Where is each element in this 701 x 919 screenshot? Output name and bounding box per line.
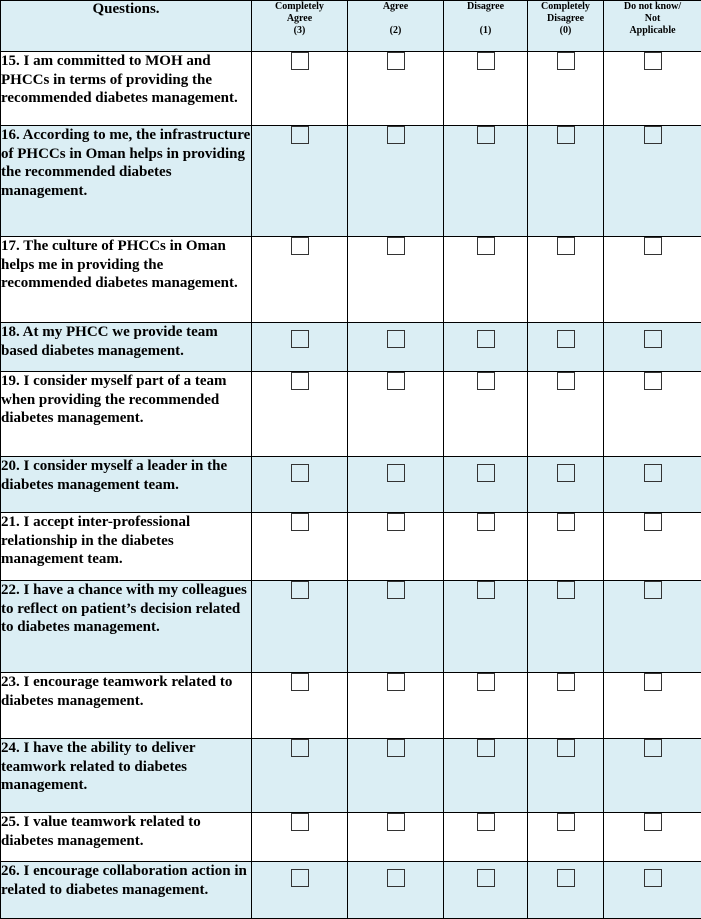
option-cell	[528, 739, 604, 813]
header-label: Disagree	[466, 1, 505, 12]
checkbox-disagree[interactable]	[477, 869, 495, 887]
option-cell	[528, 237, 604, 323]
header-disagree	[444, 1, 528, 52]
option-cell	[348, 739, 444, 813]
option-cell	[444, 513, 528, 581]
option-cell	[444, 673, 528, 739]
option-cell	[348, 323, 444, 372]
option-cell	[252, 52, 348, 126]
checkbox-completely-disagree[interactable]	[557, 372, 575, 390]
option-cell	[528, 126, 604, 237]
option-cell	[348, 813, 444, 862]
header-score: (1)	[479, 25, 492, 36]
option-cell	[444, 862, 528, 919]
option-cell	[604, 513, 701, 581]
option-cell	[252, 673, 348, 739]
checkbox-completely-agree[interactable]	[291, 126, 309, 144]
checkbox-do-not-know[interactable]	[644, 869, 662, 887]
option-cell	[348, 237, 444, 323]
option-cell	[348, 673, 444, 739]
option-cell	[252, 739, 348, 813]
checkbox-completely-agree[interactable]	[291, 464, 309, 482]
question-row	[1, 513, 701, 581]
header-label: Agree	[382, 1, 409, 12]
checkbox-do-not-know[interactable]	[644, 813, 662, 831]
checkbox-disagree[interactable]	[477, 464, 495, 482]
option-cell	[604, 126, 701, 237]
checkbox-agree[interactable]	[387, 330, 405, 348]
option-cell	[604, 52, 701, 126]
option-cell	[604, 237, 701, 323]
question-row	[1, 126, 701, 237]
checkbox-completely-disagree[interactable]	[557, 126, 575, 144]
option-cell	[444, 372, 528, 457]
checkbox-completely-disagree[interactable]	[557, 869, 575, 887]
option-cell	[348, 457, 444, 513]
checkbox-completely-agree[interactable]	[291, 52, 309, 70]
question-text: 21. I accept inter-professional relationship in the diabetes management team.	[1, 513, 252, 581]
option-cell	[528, 862, 604, 919]
checkbox-completely-disagree[interactable]	[557, 813, 575, 831]
checkbox-do-not-know[interactable]	[644, 739, 662, 757]
checkbox-do-not-know[interactable]	[644, 673, 662, 691]
option-cell	[528, 581, 604, 673]
checkbox-completely-disagree[interactable]	[557, 513, 575, 531]
option-cell	[252, 581, 348, 673]
checkbox-disagree[interactable]	[477, 372, 495, 390]
header-label	[444, 13, 527, 25]
checkbox-completely-agree[interactable]	[291, 372, 309, 390]
question-row	[1, 739, 701, 813]
checkbox-agree[interactable]	[387, 673, 405, 691]
checkbox-completely-disagree[interactable]	[557, 52, 575, 70]
header-score: (2)	[389, 25, 402, 36]
checkbox-agree[interactable]	[387, 739, 405, 757]
header-row	[1, 1, 701, 52]
checkbox-completely-disagree[interactable]	[557, 673, 575, 691]
checkbox-agree[interactable]	[387, 237, 405, 255]
header-label: Not	[644, 13, 661, 24]
option-cell	[348, 581, 444, 673]
checkbox-completely-agree[interactable]	[291, 237, 309, 255]
question-row	[1, 862, 701, 919]
header-completely-agree	[252, 1, 348, 52]
checkbox-agree[interactable]	[387, 869, 405, 887]
checkbox-disagree[interactable]	[477, 739, 495, 757]
checkbox-disagree[interactable]	[477, 330, 495, 348]
question-row	[1, 457, 701, 513]
checkbox-completely-disagree[interactable]	[557, 330, 575, 348]
question-text: 17. The culture of PHCCs in Oman helps me in providing the recommended diabetes management.	[1, 237, 252, 323]
question-text: 22. I have a chance with my colleagues to reflect on patient’s decision related to diabetes management.	[1, 581, 252, 673]
question-text: 15. I am committed to MOH and PHCCs in terms of providing the recommended diabetes management.	[1, 52, 252, 126]
option-cell	[252, 513, 348, 581]
checkbox-do-not-know[interactable]	[644, 372, 662, 390]
question-text: 20. I consider myself a leader in the diabetes management team.	[1, 457, 252, 513]
checkbox-agree[interactable]	[387, 813, 405, 831]
header-label: Applicable	[629, 25, 676, 36]
checkbox-agree[interactable]	[387, 464, 405, 482]
checkbox-disagree[interactable]	[477, 513, 495, 531]
option-cell	[528, 52, 604, 126]
checkbox-completely-agree[interactable]	[291, 513, 309, 531]
checkbox-completely-agree[interactable]	[291, 869, 309, 887]
checkbox-completely-agree[interactable]	[291, 673, 309, 691]
question-row	[1, 323, 701, 372]
option-cell	[444, 323, 528, 372]
checkbox-do-not-know[interactable]	[644, 464, 662, 482]
header-label	[348, 13, 443, 25]
checkbox-agree[interactable]	[387, 126, 405, 144]
checkbox-completely-agree[interactable]	[291, 739, 309, 757]
checkbox-agree[interactable]	[387, 513, 405, 531]
question-row	[1, 372, 701, 457]
checkbox-do-not-know[interactable]	[644, 126, 662, 144]
option-cell	[444, 739, 528, 813]
option-cell	[528, 457, 604, 513]
checkbox-do-not-know[interactable]	[644, 330, 662, 348]
checkbox-disagree[interactable]	[477, 52, 495, 70]
option-cell	[604, 813, 701, 862]
checkbox-agree[interactable]	[387, 581, 405, 599]
checkbox-completely-agree[interactable]	[291, 330, 309, 348]
checkbox-completely-disagree[interactable]	[557, 237, 575, 255]
question-text: 23. I encourage teamwork related to diabetes management.	[1, 673, 252, 739]
option-cell	[604, 739, 701, 813]
checkbox-disagree[interactable]	[477, 237, 495, 255]
option-cell	[604, 862, 701, 919]
header-score: (0)	[559, 25, 572, 36]
option-cell	[252, 813, 348, 862]
checkbox-disagree[interactable]	[477, 673, 495, 691]
option-cell	[444, 126, 528, 237]
header-do-not-know	[604, 1, 701, 52]
option-cell	[252, 323, 348, 372]
checkbox-do-not-know[interactable]	[644, 52, 662, 70]
option-cell	[252, 457, 348, 513]
option-cell	[348, 862, 444, 919]
checkbox-agree[interactable]	[387, 372, 405, 390]
question-text: 16. According to me, the infrastructure of PHCCs in Oman helps in providing the recommended diabetes management.	[1, 126, 252, 237]
questions-header: Questions.	[1, 1, 252, 52]
option-cell	[604, 372, 701, 457]
option-cell	[252, 237, 348, 323]
checkbox-do-not-know[interactable]	[644, 581, 662, 599]
checkbox-completely-disagree[interactable]	[557, 739, 575, 757]
header-score: (3)	[293, 25, 306, 36]
header-completely-disagree	[528, 1, 604, 52]
checkbox-do-not-know[interactable]	[644, 513, 662, 531]
option-cell	[252, 372, 348, 457]
question-text: 18. At my PHCC we provide team based diabetes management.	[1, 323, 252, 372]
option-cell	[252, 126, 348, 237]
question-row	[1, 673, 701, 739]
question-text: 26. I encourage collaboration action in related to diabetes management.	[1, 862, 252, 919]
checkbox-agree[interactable]	[387, 52, 405, 70]
header-label: Agree	[286, 13, 313, 24]
question-row	[1, 237, 701, 323]
question-row	[1, 52, 701, 126]
question-row	[1, 581, 701, 673]
option-cell	[604, 457, 701, 513]
option-cell	[528, 673, 604, 739]
option-cell	[528, 372, 604, 457]
option-cell	[604, 581, 701, 673]
option-cell	[444, 581, 528, 673]
option-cell	[528, 513, 604, 581]
option-cell	[528, 323, 604, 372]
option-cell	[444, 52, 528, 126]
question-text: 25. I value teamwork related to diabetes management.	[1, 813, 252, 862]
checkbox-completely-agree[interactable]	[291, 581, 309, 599]
checkbox-disagree[interactable]	[477, 126, 495, 144]
checkbox-completely-agree[interactable]	[291, 813, 309, 831]
option-cell	[252, 862, 348, 919]
checkbox-disagree[interactable]	[477, 581, 495, 599]
option-cell	[528, 813, 604, 862]
question-text: 19. I consider myself part of a team when providing the recommended diabetes management.	[1, 372, 252, 457]
option-cell	[604, 673, 701, 739]
question-row	[1, 813, 701, 862]
header-label: Do not know/	[623, 1, 682, 12]
checkbox-completely-disagree[interactable]	[557, 581, 575, 599]
header-label: Completely	[275, 1, 324, 12]
option-cell	[348, 372, 444, 457]
option-cell	[348, 52, 444, 126]
question-text: 24. I have the ability to deliver teamwork related to diabetes management.	[1, 739, 252, 813]
checkbox-disagree[interactable]	[477, 813, 495, 831]
option-cell	[444, 457, 528, 513]
checkbox-completely-disagree[interactable]	[557, 464, 575, 482]
option-cell	[348, 513, 444, 581]
option-cell	[604, 323, 701, 372]
header-label: Disagree	[546, 13, 585, 24]
header-agree	[348, 1, 444, 52]
option-cell	[348, 126, 444, 237]
option-cell	[444, 237, 528, 323]
option-cell	[444, 813, 528, 862]
checkbox-do-not-know[interactable]	[644, 237, 662, 255]
header-label: Completely	[541, 1, 590, 12]
